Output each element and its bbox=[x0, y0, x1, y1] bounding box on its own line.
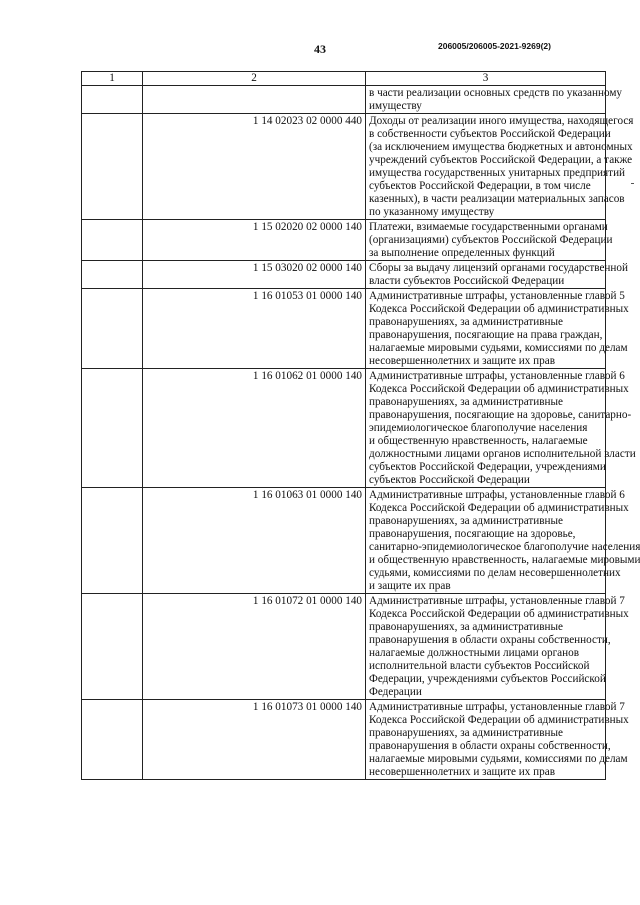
description-line: правонарушениях, за административные bbox=[369, 515, 563, 527]
description-line: правонарушениях, за административные bbox=[369, 396, 563, 408]
margin-mark bbox=[631, 183, 634, 184]
table-row bbox=[82, 700, 606, 780]
description-line: эпидемиологическое благополучие населения bbox=[369, 422, 588, 434]
row-number-cell bbox=[82, 594, 143, 700]
description-line: налагаемые мировыми судьями, комиссиями по делам bbox=[369, 342, 628, 354]
description-line: Административные штрафы, установленные главой 6 bbox=[369, 370, 625, 382]
table-row bbox=[82, 220, 606, 261]
description-line: Федерации bbox=[369, 686, 422, 698]
description-line: (организациями) субъектов Российской Федерации bbox=[369, 234, 613, 246]
page-number: 43 bbox=[314, 42, 326, 56]
header-col-3: 3 bbox=[366, 72, 606, 86]
description-line: несовершеннолетних и защите их прав bbox=[369, 766, 555, 778]
table-row bbox=[82, 114, 606, 220]
description-line: Административные штрафы, установленные главой 5 bbox=[369, 290, 625, 302]
revenue-description bbox=[366, 114, 634, 220]
description-line: Административные штрафы, установленные главой 7 bbox=[369, 701, 625, 713]
budget-classification-code: 1 14 02023 02 0000 440 bbox=[143, 114, 366, 220]
row-number-cell bbox=[82, 114, 143, 220]
revenue-description bbox=[366, 261, 628, 289]
budget-classification-code bbox=[143, 86, 366, 114]
description-line: и общественную нравственность, налагаемые bbox=[369, 435, 588, 447]
budget-classification-code: 1 16 01063 01 0000 140 bbox=[143, 488, 366, 594]
description-line: судьями, комиссиями по делам несовершеннолетних bbox=[369, 567, 621, 579]
revenue-description bbox=[366, 289, 629, 369]
description-line: учреждений субъектов Российской Федерации, а также bbox=[369, 154, 633, 166]
row-number-cell bbox=[82, 488, 143, 594]
revenue-description bbox=[366, 488, 640, 594]
row-number-cell bbox=[82, 289, 143, 369]
description-line: Кодекса Российской Федерации об административных bbox=[369, 714, 629, 726]
description-line: субъектов Российской Федерации bbox=[369, 474, 530, 486]
description-line: Административные штрафы, установленные главой 7 bbox=[369, 595, 625, 607]
description-line: Платежи, взимаемые государственными органами bbox=[369, 221, 608, 233]
description-line: имуществу bbox=[369, 100, 422, 112]
budget-classification-code: 1 16 01053 01 0000 140 bbox=[143, 289, 366, 369]
description-line: правонарушениях, за административные bbox=[369, 727, 563, 739]
description-line: имущества государственных унитарных предприятий bbox=[369, 167, 626, 179]
revenue-description bbox=[366, 700, 629, 780]
budget-classification-code: 1 15 03020 02 0000 140 bbox=[143, 261, 366, 289]
description-line: Федерации, учреждениями субъектов Российской bbox=[369, 673, 606, 685]
description-line: правонарушениях, за административные bbox=[369, 621, 563, 633]
description-line: за выполнение определенных функций bbox=[369, 247, 555, 259]
description-line: несовершеннолетних и защите их прав bbox=[369, 355, 555, 367]
table-body bbox=[82, 86, 640, 780]
description-line: Кодекса Российской Федерации об административных bbox=[369, 502, 629, 514]
description-line: (за исключением имущества бюджетных и автономных bbox=[369, 141, 633, 153]
description-line: в собственности субъектов Российской Федерации bbox=[369, 128, 611, 140]
description-line: исполнительной власти субъектов Российской bbox=[369, 660, 590, 672]
description-line: правонарушения в области охраны собственности, bbox=[369, 740, 611, 752]
table-row bbox=[82, 369, 606, 488]
description-line: правонарушения, посягающие на здоровье, bbox=[369, 528, 576, 540]
description-line: в части реализации основных средств по указанному bbox=[369, 87, 622, 99]
description-line: налагаемые должностными лицами органов bbox=[369, 647, 580, 659]
header-col-2: 2 bbox=[143, 72, 366, 86]
description-line: субъектов Российской Федерации, в том числе bbox=[369, 180, 591, 192]
description-line: налагаемые мировыми судьями, комиссиями по делам bbox=[369, 753, 628, 765]
description-line: Административные штрафы, установленные главой 6 bbox=[369, 489, 625, 501]
description-line: Сборы за выдачу лицензий органами государственной bbox=[369, 262, 628, 274]
row-number-cell bbox=[82, 369, 143, 488]
description-line: и общественную нравственность, налагаемые мировыми bbox=[369, 554, 640, 566]
description-line: по указанному имуществу bbox=[369, 206, 495, 218]
table-row bbox=[82, 594, 606, 700]
description-line: субъектов Российской Федерации, учреждениями bbox=[369, 461, 606, 473]
row-number-cell bbox=[82, 261, 143, 289]
description-line: правонарушениях, за административные bbox=[369, 316, 563, 328]
description-line: Кодекса Российской Федерации об административных bbox=[369, 303, 629, 315]
description-line: Кодекса Российской Федерации об административных bbox=[369, 608, 629, 620]
header-col-1: 1 bbox=[82, 72, 143, 86]
revenue-description bbox=[366, 369, 636, 488]
description-line: санитарно-эпидемиологическое благополучие населения bbox=[369, 541, 640, 553]
description-line: Кодекса Российской Федерации об административных bbox=[369, 383, 629, 395]
table-row bbox=[82, 488, 606, 594]
document-code: 206005/206005-2021-9269(2) bbox=[438, 41, 551, 51]
description-line: правонарушения в области охраны собственности, bbox=[369, 634, 611, 646]
description-line: Доходы от реализации иного имущества, находящегося bbox=[369, 115, 634, 127]
budget-classification-code: 1 15 02020 02 0000 140 bbox=[143, 220, 366, 261]
description-line: и защите их прав bbox=[369, 580, 451, 592]
budget-classification-code: 1 16 01062 01 0000 140 bbox=[143, 369, 366, 488]
table-row bbox=[82, 289, 606, 369]
table-row bbox=[82, 86, 606, 114]
row-number-cell bbox=[82, 86, 143, 114]
description-line: казенных), в части реализации материальных запасов bbox=[369, 193, 625, 205]
row-number-cell bbox=[82, 220, 143, 261]
budget-classification-code: 1 16 01072 01 0000 140 bbox=[143, 594, 366, 700]
revenue-description bbox=[366, 86, 622, 114]
table-row bbox=[82, 261, 606, 289]
revenue-description bbox=[366, 594, 629, 700]
row-number-cell bbox=[82, 700, 143, 780]
description-line: должностными лицами органов исполнительной власти bbox=[369, 448, 636, 460]
description-line: правонарушения, посягающие на права граждан, bbox=[369, 329, 603, 341]
revenue-codes-table bbox=[81, 71, 640, 780]
description-line: правонарушения, посягающие на здоровье, санитарно- bbox=[369, 409, 632, 421]
budget-classification-code: 1 16 01073 01 0000 140 bbox=[143, 700, 366, 780]
description-line: власти субъектов Российской Федерации bbox=[369, 275, 565, 287]
table-header-row bbox=[82, 72, 606, 86]
revenue-description bbox=[366, 220, 613, 261]
